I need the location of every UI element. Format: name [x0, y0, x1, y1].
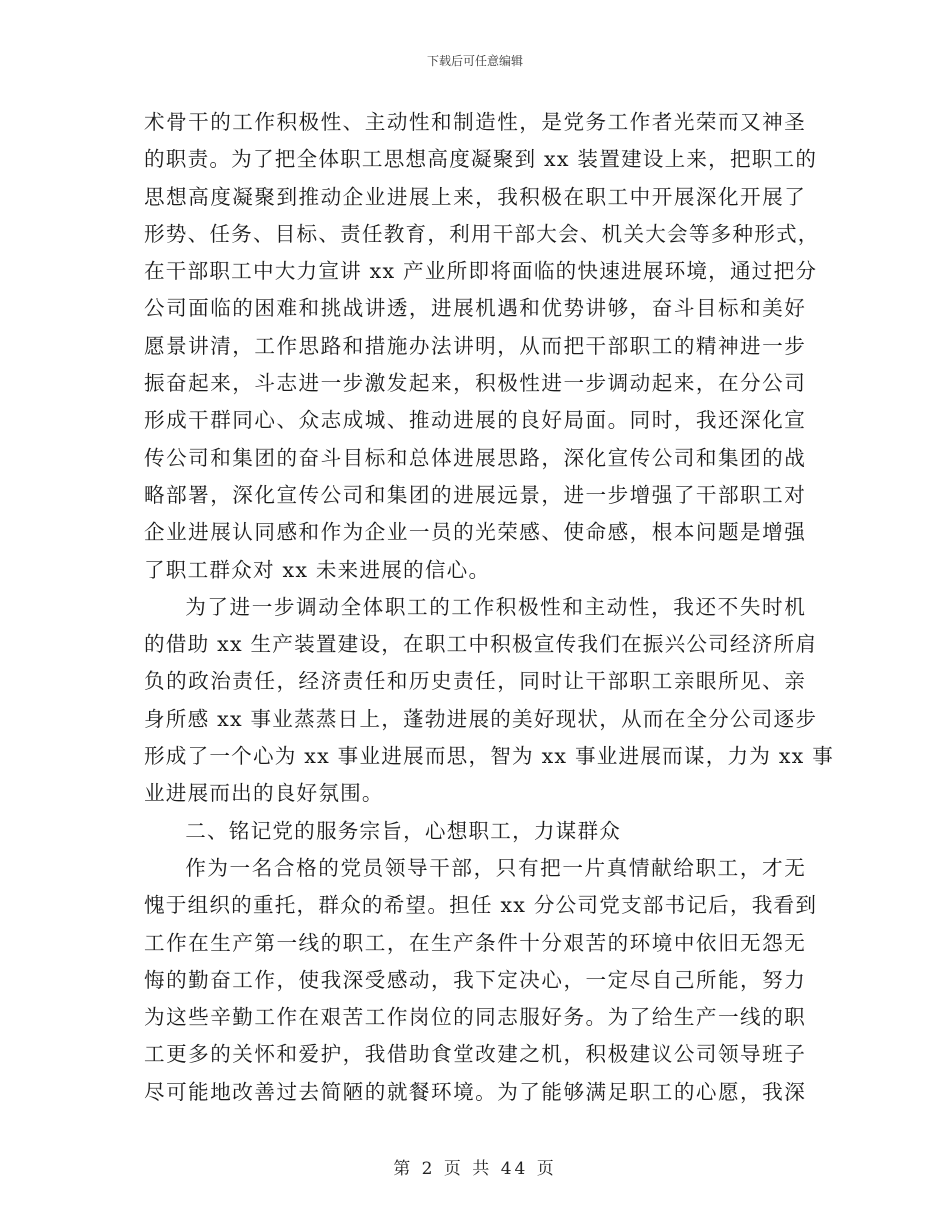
text-line: 了职工群众对 xx 未来进展的信心。 — [144, 557, 491, 582]
text-line: 略部署，深化宣传公司和集团的进展远景，进一步增强了干部职工对 — [144, 482, 806, 507]
text-line: 振奋起来，斗志进一步激发起来，积极性进一步调动起来，在分公司 — [144, 371, 806, 396]
text-line: 愧于组织的重托，群众的希望。担任 xx 分公司党支部书记后，我看到 — [144, 893, 818, 918]
text-line: 工作在生产第一线的职工，在生产条件十分艰苦的环境中依旧无怨无 — [144, 930, 806, 955]
text-line: 的借助 xx 生产装置建设，在职工中积极宣传我们在振兴公司经济所肩 — [144, 632, 818, 657]
text-line: 二、铭记党的服务宗旨，心想职工，力谋群众 — [185, 818, 622, 843]
text-line: 术骨干的工作积极性、主动性和制造性，是党务工作者光荣而又神圣 — [144, 110, 806, 134]
text-line: 作为一名合格的党员领导干部，只有把一片真情献给职工，才无 — [185, 855, 806, 880]
text-line: 工更多的关怀和爱护，我借助食堂改建之机，积极建议公司领导班子 — [144, 1042, 806, 1067]
text-line: 尽可能地改善过去简陋的就餐环境。为了能够满足职工的心愿，我深 — [144, 1079, 806, 1104]
text-line: 公司面临的困难和挑战讲透，进展机遇和优势讲够，奋斗目标和美好 — [144, 296, 806, 321]
text-line: 传公司和集团的奋斗目标和总体进展思路，深化宣传公司和集团的战 — [144, 445, 806, 470]
paragraph — [144, 589, 834, 813]
paragraph — [144, 104, 820, 589]
text-line: 的职责。为了把全体职工思想高度凝聚到 xx 装置建设上来，把职工的 — [144, 147, 818, 172]
text-line: 思想高度凝聚到推动企业进展上来，我积极在职工中开展深化开展了 — [144, 184, 806, 209]
page-header: 下载后可任意编辑 — [426, 54, 523, 68]
text-line: 为这些辛勤工作在艰苦工作岗位的同志服好务。为了给生产一线的职 — [144, 1005, 806, 1030]
page-footer: 第 2 页 共 44 页 — [393, 1159, 557, 1179]
text-line: 悔的勤奋工作，使我深受感动，我下定决心，一定尽自己所能，努力 — [144, 967, 806, 992]
text-line: 业进展而出的良好氛围。 — [144, 781, 384, 806]
paragraph — [144, 850, 818, 1111]
text-line: 形势、任务、目标、责任教育，利用干部大会、机关大会等多种形式， — [144, 221, 820, 246]
text-line: 形成了一个心为 xx 事业进展而思，智为 xx 事业进展而谋，力为 xx 事 — [144, 744, 834, 769]
text-line: 在干部职工中大力宣讲 xx 产业所即将面临的快速进展环境，通过把分 — [144, 259, 818, 284]
document-body — [144, 104, 834, 1111]
paragraph — [144, 813, 806, 850]
text-line: 身所感 xx 事业蒸蒸日上，蓬勃进展的美好现状，从而在全分公司逐步 — [144, 706, 818, 731]
text-line: 形成干群同心、众志成城、推动进展的良好局面。同时，我还深化宣 — [144, 408, 806, 433]
text-line: 为了进一步调动全体职工的工作积极性和主动性，我还不失时机 — [185, 594, 806, 619]
text-line: 愿景讲清，工作思路和措施办法讲明，从而把干部职工的精神进一步 — [144, 333, 806, 358]
text-line: 企业进展认同感和作为企业一员的光荣感、使命感，根本问题是增强 — [144, 520, 806, 545]
text-line: 负的政治责任，经济责任和历史责任，同时让干部职工亲眼所见、亲 — [144, 669, 806, 694]
